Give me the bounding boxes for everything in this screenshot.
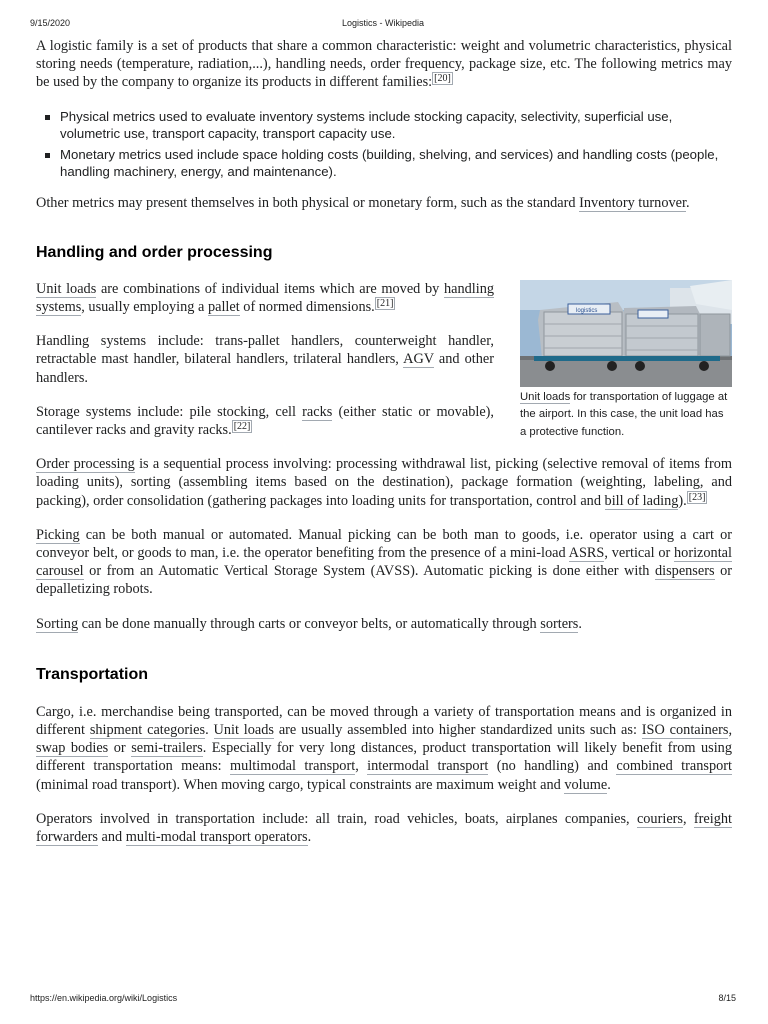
list-item: Physical metrics used to evaluate inventory systems include stocking capacity, selectivity, superficial use, volumetric use, transport capacity, transport capacity use. <box>60 108 732 143</box>
link-shipment-categories[interactable]: shipment categories <box>89 722 206 739</box>
other-metrics-paragraph: Other metrics may present themselves in both physical or monetary form, such as the standard Inventory turnover. <box>36 194 690 211</box>
article-body <box>36 37 732 846</box>
reference-21[interactable]: [21] <box>376 298 394 310</box>
logistic-family-paragraph: A logistic family is a set of products that share a common characteristic: weight and volumetric characteristics, physical storing needs (temperature, radiation,...), handling needs, order frequency, package size, etc. The following metrics may be used by the company to organize its products in different families: [20] <box>36 38 732 91</box>
link-picking[interactable]: Picking <box>36 526 80 543</box>
picking-paragraph: Picking can be both manual or automated. Manual picking can be both man to goods, i.e. operator using a cart or conveyor belt, or goods to man, i.e. the operator benefiting from the presence of a mini-load ASRS, vertical or horizontal carousel or from an Automatic Vertical Storage System (AVSS). Automatic picking is done either with dispensers or depalletizing robots. <box>36 526 732 598</box>
print-page-number: 8/15 <box>718 993 736 1003</box>
link-handling-systems[interactable]: handling systems <box>36 280 494 316</box>
link-sorters[interactable]: sorters <box>540 615 579 632</box>
handling-systems-paragraph: Handling systems include: trans-pallet handlers, counterweight handler, retractable mast handler, bilateral handlers, trilateral handlers, AGV and other handlers. <box>36 333 494 386</box>
figure-caption: Unit loads for transportation of luggage at the airport. In this case, the unit load has a protective function. <box>520 390 728 438</box>
link-freight-forwarders[interactable]: freight forwarders <box>36 810 733 846</box>
link-unit-loads[interactable]: Unit loads <box>36 280 97 297</box>
storage-systems-paragraph: Storage systems include: pile stocking, cell racks (either static or movable), cantilever racks and gravity racks. [22] <box>36 403 495 439</box>
reference-22[interactable]: [22] <box>233 421 251 433</box>
list-item: Monetary metrics used include space holding costs (building, shelving, and services) and handling costs (people, handling machinery, energy, and maintenance). <box>60 146 732 181</box>
link-inventory-turnover[interactable]: Inventory turnover <box>579 194 686 211</box>
link-combined-transport[interactable]: combined transport <box>616 758 732 775</box>
unit-loads-paragraph: Unit loads are combinations of individual items which are moved by handling systems, usually employing a pallet of normed dimensions. [21] <box>36 280 494 316</box>
cargo-paragraph: Cargo, i.e. merchandise being transported, can be moved through a variety of transportation means and is organized in different shipment categories. Unit loads are usually assembled into higher standardized units such as: ISO containers, swap bodies or semi-trailers. Especially for very long distances, product transportation will likely benefit from using different transportation means: multimodal transport, intermodal transport (no handling) and combined transport (minimal road transport). When moving cargo, typical constraints are maximum weight and volume. <box>36 703 733 793</box>
reference-20[interactable]: [20] <box>434 73 451 85</box>
sorting-paragraph: Sorting can be done manually through carts or conveyor belts, or automatically through sorters. <box>36 615 582 632</box>
section-heading-handling: Handling and order processing <box>36 243 273 261</box>
link-horizontal-carousel[interactable]: horizontal carousel <box>36 545 732 580</box>
print-date: 9/15/2020 <box>30 18 71 28</box>
link-dispensers[interactable]: dispensers <box>654 563 715 580</box>
link-pallet[interactable]: pallet <box>207 299 240 316</box>
airport-unit-loads-image[interactable] <box>520 280 732 387</box>
metrics-list <box>36 108 732 181</box>
link-agv[interactable]: AGV <box>403 351 434 368</box>
link-couriers[interactable]: couriers <box>636 810 683 827</box>
link-order-processing[interactable]: Order processing <box>36 456 135 473</box>
link-semi-trailers[interactable]: semi-trailers <box>131 740 203 757</box>
caption-link-unit-loads[interactable]: Unit loads <box>520 390 571 403</box>
link-racks[interactable]: racks <box>302 403 333 420</box>
link-swap-bodies[interactable]: swap bodies <box>36 740 109 757</box>
link-sorting[interactable]: Sorting <box>36 615 79 632</box>
section-heading-transportation: Transportation <box>36 665 149 683</box>
link-multimodal-transport[interactable]: multimodal transport <box>230 758 356 775</box>
link-multi-modal-transport-operators[interactable]: multi-modal transport operators <box>125 829 308 846</box>
unit-loads-figure <box>520 280 732 442</box>
link-iso-containers[interactable]: ISO containers <box>641 722 729 739</box>
link-intermodal-transport[interactable]: intermodal transport <box>367 758 489 775</box>
print-url: https://en.wikipedia.org/wiki/Logistics <box>30 993 178 1003</box>
image-logo-text: logistics <box>576 307 598 314</box>
link-unit-loads-2[interactable]: Unit loads <box>213 722 274 739</box>
order-processing-paragraph: Order processing is a sequential process involving: processing withdrawal list, picking (selective removal of items from loading units), sorting (assembling items based on the destination), package formation (weighting, labeling, and packing), order consolidation (gathering packages into loading units for transportation, control and bill of lading). [23] <box>36 456 732 509</box>
link-volume[interactable]: volume <box>564 776 608 793</box>
reference-23[interactable]: [23] <box>688 491 706 503</box>
print-title: Logistics - Wikipedia <box>341 18 425 28</box>
operators-paragraph: Operators involved in transportation include: all train, road vehicles, boats, airplanes companies, couriers, freight forwarders and multi-modal transport operators. <box>36 810 733 846</box>
link-bill-of-lading[interactable]: bill of lading <box>604 492 679 509</box>
link-asrs[interactable]: ASRS <box>568 545 605 562</box>
handling-section <box>36 280 732 633</box>
